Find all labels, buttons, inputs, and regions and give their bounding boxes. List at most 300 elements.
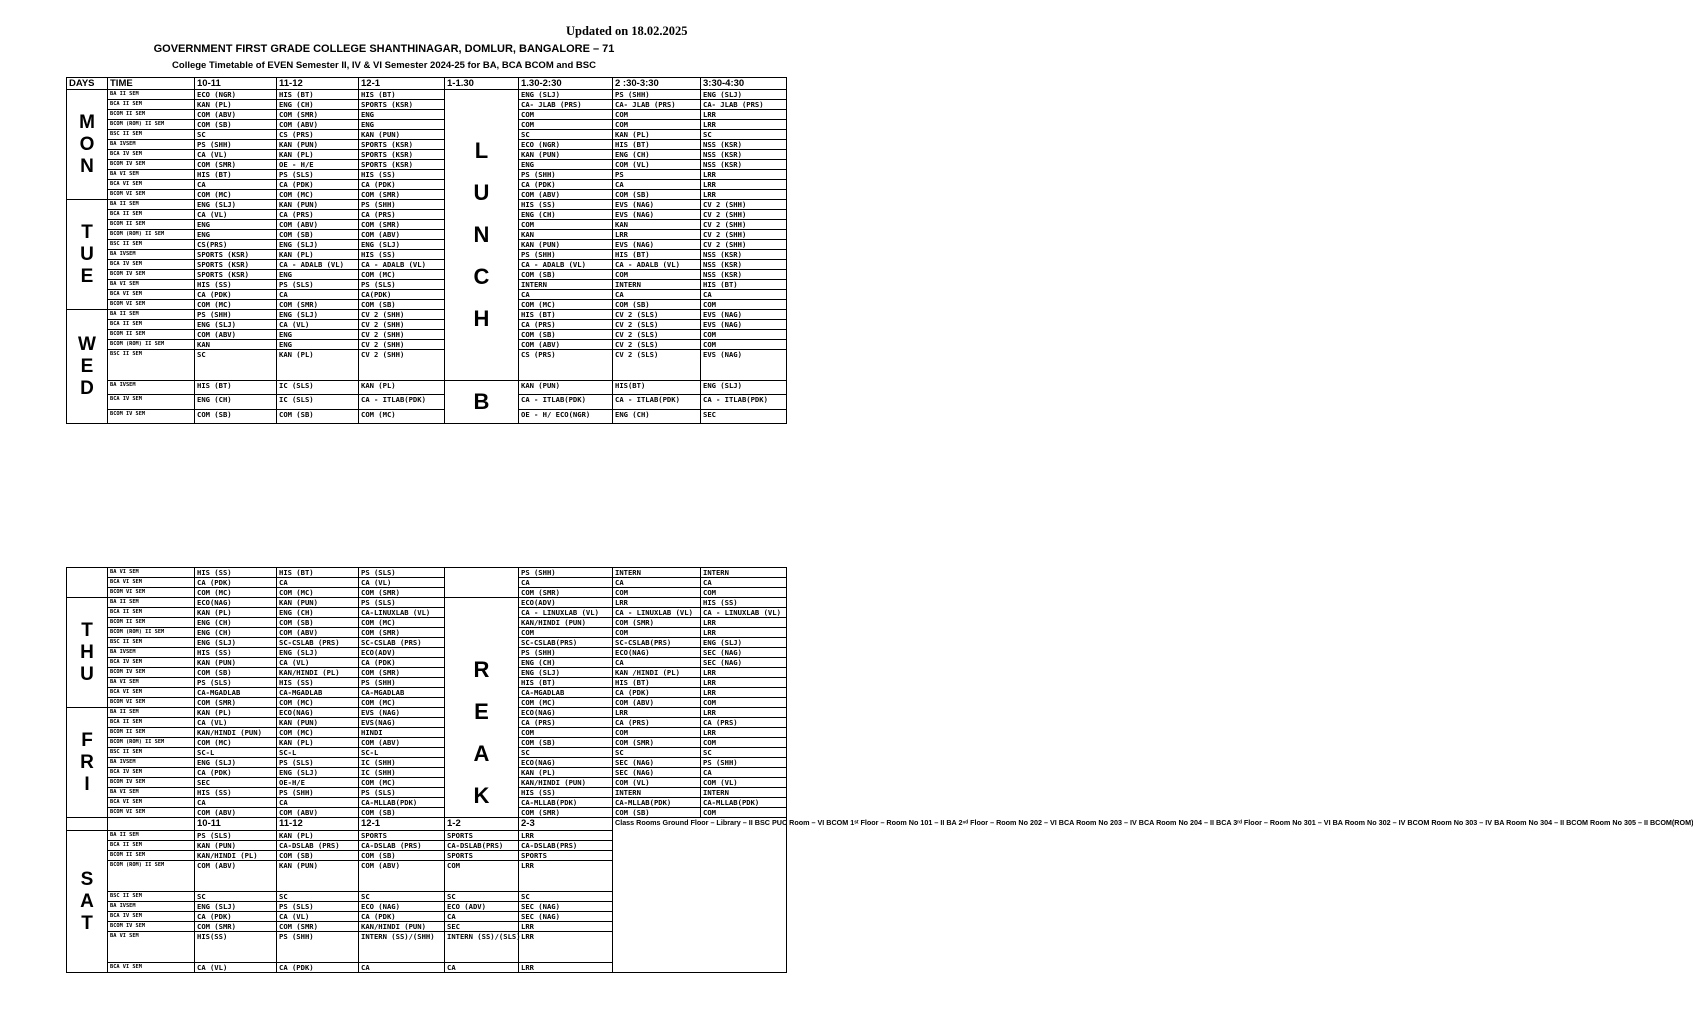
timetable-cell: LRR [701, 708, 787, 718]
column-header-days: DAYS [67, 78, 108, 90]
table-row [67, 588, 787, 598]
table-row [67, 220, 787, 230]
timetable-cell: KAN/HINDI (PUN) [519, 618, 613, 628]
timetable-cell: CA-DSLAB(PRS) [519, 841, 613, 851]
timetable-cell: LRR [701, 688, 787, 698]
timetable-cell: PS (SHH) [613, 90, 701, 100]
day-label-fri [67, 708, 108, 818]
timetable-cell: CA (PDK) [359, 658, 445, 668]
timetable-cell: SC [519, 892, 613, 902]
timetable-cell: ENG (CH) [277, 608, 359, 618]
timetable-cell: KAN/HINDI (PL) [195, 851, 277, 861]
timetable-cell: CA [277, 578, 359, 588]
timetable-cell: LRR [701, 190, 787, 200]
timetable-cell: COM (SMR) [519, 808, 613, 818]
timetable-cell: CV 2 (SLS) [613, 320, 701, 330]
semester-label: BCOM (ROM) II SEM [108, 230, 195, 240]
table-row [67, 409, 787, 423]
letter: T [81, 619, 93, 641]
timetable-cell: COM [613, 728, 701, 738]
timetable-cell: SC [445, 892, 519, 902]
timetable-cell: COM (SMR) [195, 922, 277, 932]
table-row [67, 230, 787, 240]
timetable-cell: PS (SLS) [359, 788, 445, 798]
timetable-cell: CV 2 (SLS) [613, 330, 701, 340]
timetable-cell: CV 2 (SHH) [701, 200, 787, 210]
timetable-cell: COM (VL) [701, 778, 787, 788]
timetable-cell: EVS (NAG) [613, 200, 701, 210]
timetable-cell: ECO(NAG) [277, 708, 359, 718]
table-row [67, 160, 787, 170]
timetable-cell: ENG [359, 120, 445, 130]
timetable-cell: COM (MC) [277, 698, 359, 708]
timetable-cell: COM (VL) [613, 160, 701, 170]
table-row [67, 778, 787, 788]
semester-label: BSC II SEM [108, 892, 195, 902]
timetable-cell: SPORTS (KSR) [359, 100, 445, 110]
timetable-cell: CA (PRS) [359, 210, 445, 220]
semester-label: BCA II SEM [108, 100, 195, 110]
semester-label: BCOM II SEM [108, 220, 195, 230]
timetable-cell: COM (MC) [359, 409, 445, 423]
timetable-cell: COM (SB) [519, 738, 613, 748]
timetable-cell: COM [613, 110, 701, 120]
table-row [67, 180, 787, 190]
timetable-cell: CA - ADALB (VL) [519, 260, 613, 270]
timetable-cell: CA-MLLAB(PDK) [359, 798, 445, 808]
semester-label: BCA IV SEM [108, 658, 195, 668]
timetable-cell: LRR [519, 922, 613, 932]
timetable-cell: HIS (BT) [359, 90, 445, 100]
timetable-cell: EVS (NAG) [359, 708, 445, 718]
timetable-cell: CS(PRS) [195, 240, 277, 250]
timetable-cell: PS (SHH) [195, 140, 277, 150]
timetable-cell: PS (SHH) [519, 170, 613, 180]
timetable-cell: HIS (BT) [277, 90, 359, 100]
timetable-cell: COM [519, 628, 613, 638]
timetable-cell: INTERN [519, 280, 613, 290]
lunch-letter: K [473, 783, 490, 808]
semester-label: BCOM IV SEM [108, 409, 195, 423]
timetable-cell: COM [519, 220, 613, 230]
timetable-cell: COM (SB) [613, 808, 701, 818]
letter: H [80, 641, 94, 663]
timetable-cell: LRR [613, 708, 701, 718]
timetable-cell: SPORTS [445, 831, 519, 841]
timetable-cell: KAN (PUN) [519, 381, 613, 395]
timetable-cell: COM (SB) [519, 330, 613, 340]
timetable-cell: INTERN [613, 568, 701, 578]
timetable-cell: KAN (PUN) [277, 718, 359, 728]
timetable-cell: CV 2 (SHH) [359, 350, 445, 381]
timetable-cell: COM [701, 340, 787, 350]
timetable-cell: SEC [195, 778, 277, 788]
timetable-cell: CV 2 (SLS) [613, 340, 701, 350]
timetable-cell: IC (SLS) [277, 381, 359, 395]
table-row [67, 748, 787, 758]
timetable-cell: COM (ABV) [519, 190, 613, 200]
timetable-cell: COM (SMR) [277, 110, 359, 120]
timetable-cell: ECO (NAG) [359, 902, 445, 912]
timetable-cell: SEC (NAG) [613, 768, 701, 778]
timetable-cell: PS (SLS) [359, 598, 445, 608]
timetable-cell: LRR [613, 230, 701, 240]
timetable-cell: LRR [701, 170, 787, 180]
timetable-cell: LRR [701, 180, 787, 190]
timetable-cell: ECO (NGR) [195, 90, 277, 100]
timetable-cell: CA (PDK) [613, 688, 701, 698]
timetable-cell: PS (SHH) [359, 200, 445, 210]
table-row [67, 330, 787, 340]
letter: O [79, 133, 95, 155]
table-row [67, 200, 787, 210]
table-row [67, 170, 787, 180]
semester-label: BCA II SEM [108, 841, 195, 851]
semester-label: BCA II SEM [108, 608, 195, 618]
timetable-cell: LRR [701, 728, 787, 738]
timetable-cell: KAN (PUN) [277, 200, 359, 210]
letter: A [80, 890, 94, 912]
timetable-cell: ENG (SLJ) [277, 240, 359, 250]
table-row [67, 578, 787, 588]
timetable-cell: ENG (SLJ) [519, 90, 613, 100]
timetable-cell: KAN (PUN) [519, 240, 613, 250]
timetable-cell: PS (SLS) [359, 568, 445, 578]
day-label-thu [67, 598, 108, 708]
timetable-cell: CA(PDK) [359, 290, 445, 300]
sat-column-header: 12-1 [359, 818, 445, 831]
table-row [67, 140, 787, 150]
timetable-cell: COM (SMR) [195, 160, 277, 170]
table-row [67, 190, 787, 200]
timetable-cell: OE - H/ ECO(NGR) [519, 409, 613, 423]
timetable-cell: PS (SLS) [195, 831, 277, 841]
timetable-cell: SEC (NAG) [701, 648, 787, 658]
semester-label: BCA IV SEM [108, 260, 195, 270]
timetable-cell: CA (VL) [277, 320, 359, 330]
timetable-cell: CA [613, 180, 701, 190]
timetable-cell: ECO(NAG) [195, 598, 277, 608]
timetable-cell: CA-MGADLAB [519, 688, 613, 698]
timetable-cell: HIS (SS) [195, 788, 277, 798]
timetable-cell: PS (SHH) [519, 568, 613, 578]
timetable-cell: CA (VL) [277, 912, 359, 922]
timetable-cell: SPORTS (KSR) [195, 260, 277, 270]
semester-label: BCA II SEM [108, 320, 195, 330]
timetable-cell: HIS (BT) [613, 140, 701, 150]
timetable-cell: PS (SHH) [195, 310, 277, 320]
timetable-cell: ECO(ADV) [359, 648, 445, 658]
timetable-cell: KAN (PL) [359, 381, 445, 395]
timetable-cell: COM (ABV) [359, 738, 445, 748]
day-label-wed [67, 310, 108, 424]
timetable-cell: SC [195, 892, 277, 902]
semester-label: BCOM (ROM) II SEM [108, 738, 195, 748]
timetable-cell: KAN/HINDI (PUN) [359, 922, 445, 932]
timetable-cell: SPORTS (KSR) [195, 250, 277, 260]
semester-label: BCOM VI SEM [108, 190, 195, 200]
timetable-cell: CA - ADALB (VL) [359, 260, 445, 270]
timetable-cell: CV 2 (SLS) [613, 310, 701, 320]
timetable-cell: HIS (SS) [359, 170, 445, 180]
timetable-cell: COM (MC) [359, 698, 445, 708]
semester-label: BA IVSEM [108, 381, 195, 395]
timetable-cell: SEC (NAG) [519, 902, 613, 912]
table-row [67, 688, 787, 698]
timetable-cell: COM (SMR) [613, 618, 701, 628]
semester-label: BSC II SEM [108, 350, 195, 381]
timetable-cell: ENG (CH) [519, 210, 613, 220]
table-row [67, 598, 787, 608]
semester-label: BCOM VI SEM [108, 588, 195, 598]
semester-label: BA II SEM [108, 90, 195, 100]
timetable-cell: SC-CSLAB(PRS) [613, 638, 701, 648]
timetable-cell: INTERN [613, 280, 701, 290]
day-label-tue [67, 200, 108, 310]
timetable-cell: CA (PRS) [519, 718, 613, 728]
timetable-cell: COM (MC) [277, 588, 359, 598]
day-label-mon [67, 90, 108, 200]
timetable-cell: CA (VL) [195, 210, 277, 220]
timetable-cell: COM (MC) [359, 270, 445, 280]
timetable-cell: SEC (NAG) [701, 658, 787, 668]
timetable-cell: NSS (KSR) [701, 260, 787, 270]
semester-label: BA II SEM [108, 310, 195, 320]
timetable-cell: PS (SLS) [277, 902, 359, 912]
timetable-cell: COM [701, 698, 787, 708]
timetable-cell: CA (PDK) [277, 180, 359, 190]
timetable-cell: ENG [195, 230, 277, 240]
timetable-cell: EVS (NAG) [613, 210, 701, 220]
table-row [67, 658, 787, 668]
timetable-cell: COM [701, 808, 787, 818]
timetable-cell: COM [701, 588, 787, 598]
timetable-cell: SC-CSLAB (PRS) [277, 638, 359, 648]
semester-label: BCA IV SEM [108, 150, 195, 160]
timetable-cell: EVS(NAG) [359, 718, 445, 728]
timetable-cell: HIS (BT) [701, 280, 787, 290]
table-row [67, 110, 787, 120]
timetable-cell: SEC (NAG) [519, 912, 613, 922]
timetable-cell: COM (SMR) [359, 628, 445, 638]
timetable-cell: NSS (KSR) [701, 140, 787, 150]
table-row [67, 350, 787, 381]
sat-header-row [67, 818, 787, 831]
timetable-cell: KAN (PL) [195, 608, 277, 618]
timetable-cell: COM [613, 120, 701, 130]
timetable-cell: PS (SHH) [277, 788, 359, 798]
timetable-cell: LRR [519, 831, 613, 841]
timetable-cell: LRR [701, 668, 787, 678]
timetable-cell: ENG (CH) [519, 658, 613, 668]
timetable-cell: HIS (SS) [195, 648, 277, 658]
timetable-cell: EVS (NAG) [701, 320, 787, 330]
timetable-cell: INTERN [701, 568, 787, 578]
day-label-cont [67, 568, 108, 598]
timetable-cell: EVS (NAG) [701, 310, 787, 320]
timetable-cell: ENG (SLJ) [277, 310, 359, 320]
lunch-letter: B [473, 389, 490, 414]
semester-label: BCA VI SEM [108, 290, 195, 300]
timetable-cell: CA [701, 578, 787, 588]
timetable-cell: CA-LINUXLAB (VL) [359, 608, 445, 618]
timetable-cell: COM (MC) [359, 618, 445, 628]
day-label-sat [67, 831, 108, 973]
timetable-cell: CA (PDK) [195, 578, 277, 588]
timetable-cell: HIS(BT) [613, 381, 701, 395]
semester-label: BCOM IV SEM [108, 160, 195, 170]
letter: D [80, 377, 94, 399]
timetable-cell: CA [519, 290, 613, 300]
timetable-cell: EVS (NAG) [701, 350, 787, 381]
timetable-cell: COM (SB) [519, 270, 613, 280]
timetable-cell: CA-DSLAB (PRS) [359, 841, 445, 851]
timetable-cell: PS (SLS) [277, 170, 359, 180]
timetable-cell: PS (SLS) [277, 280, 359, 290]
timetable-cell: CA [445, 963, 519, 973]
timetable-cell: HIS (BT) [613, 250, 701, 260]
timetable-cell: COM (SMR) [277, 922, 359, 932]
timetable-cell: KAN (PUN) [359, 130, 445, 140]
column-header-t1: 10-11 [195, 78, 277, 90]
table-row [67, 150, 787, 160]
semester-label: BCOM IV SEM [108, 922, 195, 932]
timetable-cell: CA [519, 578, 613, 588]
table-row [67, 568, 787, 578]
timetable-cell: ENG [359, 110, 445, 120]
letter: U [80, 663, 94, 685]
timetable-cell: CA (PRS) [519, 320, 613, 330]
timetable-cell: SC [519, 748, 613, 758]
table-row [67, 300, 787, 310]
timetable-cell: SEC [701, 409, 787, 423]
timetable-cell: COM (ABV) [613, 698, 701, 708]
timetable-cell: CA (PDK) [277, 963, 359, 973]
timetable-cell: PS (SLS) [359, 280, 445, 290]
timetable-cell: CV 2 (SHH) [701, 230, 787, 240]
semester-label: BCA VI SEM [108, 688, 195, 698]
class-rooms-list: Class Rooms Ground Floor – Library – II BSC PUC Room – VI BCOM 1ˢᵗ Floor – Room No 101 – II BA 2ⁿᵈ Floor – Room No 202 – VI BCA Room No 203 – IV BCA Room No 204 – II BCA 3ʳᵈ Floor – Room No 301 – VI BA Room No 302 – IV BCOM Room No 303 – IV BA Room No 304 – II BCOM Room No 305 – II BCOM(ROM) [613, 818, 787, 973]
timetable-cell: CA (VL) [195, 963, 277, 973]
timetable-mon-wed [66, 77, 787, 424]
timetable-cell: CA [445, 912, 519, 922]
timetable-cell: HIS (BT) [519, 678, 613, 688]
timetable-cell: SC [195, 350, 277, 381]
timetable-cell: KAN/HINDI (PL) [277, 668, 359, 678]
semester-label: BA VI SEM [108, 678, 195, 688]
timetable-cell: COM (SB) [195, 120, 277, 130]
semester-label: BCOM II SEM [108, 851, 195, 861]
timetable-cell: HIS (SS) [277, 678, 359, 688]
table-row [67, 260, 787, 270]
semester-label: BCOM IV SEM [108, 778, 195, 788]
semester-label: BA IVSEM [108, 758, 195, 768]
timetable-cell: LRR [519, 932, 613, 963]
timetable-cell: COM [519, 120, 613, 130]
column-header-t3: 12-1 [359, 78, 445, 90]
timetable-cell: HIS (SS) [701, 598, 787, 608]
timetable-cell: SPORTS [445, 851, 519, 861]
table-row [67, 120, 787, 130]
timetable-cell: NSS (KSR) [701, 250, 787, 260]
timetable-cell: KAN (PUN) [277, 140, 359, 150]
timetable-cell: PS (SLS) [277, 758, 359, 768]
letter: T [81, 221, 93, 243]
timetable-cell: CV 2 (SHH) [701, 240, 787, 250]
column-header-lunch: 1-1.30 [445, 78, 519, 90]
timetable-cell: HIS (SS) [195, 280, 277, 290]
timetable-cell: ENG (SLJ) [195, 758, 277, 768]
timetable-cell: COM (SMR) [359, 190, 445, 200]
table-row [67, 718, 787, 728]
semester-label: BCOM (ROM) II SEM [108, 120, 195, 130]
semester-label: BCA VI SEM [108, 798, 195, 808]
timetable-cell: CA - ITLAB(PDK) [359, 395, 445, 409]
table-row [67, 395, 787, 409]
semester-label: BA II SEM [108, 831, 195, 841]
timetable-cell: COM (SMR) [277, 300, 359, 310]
timetable-cell: COM (ABV) [195, 861, 277, 892]
timetable-cell: ENG [519, 160, 613, 170]
timetable-cell: CA [277, 798, 359, 808]
timetable-cell: SEC (NAG) [613, 758, 701, 768]
timetable-cell: SC [359, 892, 445, 902]
table-row [67, 808, 787, 818]
timetable-cell: ECO (NGR) [519, 140, 613, 150]
timetable-cell: CV 2 (SHH) [359, 320, 445, 330]
timetable-cell: SC-CSLAB (PRS) [359, 638, 445, 648]
semester-label: BCA VI SEM [108, 578, 195, 588]
timetable-cell: COM (ABV) [359, 230, 445, 240]
timetable-cell: CA (PDK) [195, 912, 277, 922]
timetable-cell: SC [519, 130, 613, 140]
timetable-cell: COM (SB) [277, 409, 359, 423]
table-row [67, 798, 787, 808]
semester-label: BCA IV SEM [108, 395, 195, 409]
table-row [67, 130, 787, 140]
timetable-cell: COM [701, 300, 787, 310]
timetable-cell: INTERN [613, 788, 701, 798]
timetable-cell: ENG (SLJ) [701, 90, 787, 100]
letter: N [80, 155, 94, 177]
lunch-letter: H [473, 306, 490, 331]
timetable-cell: ENG (SLJ) [195, 200, 277, 210]
timetable-cell: ENG (CH) [613, 409, 701, 423]
timetable-cell: CA-MGADLAB [359, 688, 445, 698]
timetable-cell: CA (PDK) [195, 768, 277, 778]
timetable-cell: ENG (CH) [195, 628, 277, 638]
table-row [67, 738, 787, 748]
timetable-cell: HIS (SS) [519, 788, 613, 798]
timetable-cell: CA - ADALB (VL) [613, 260, 701, 270]
timetable-cell: COM [613, 628, 701, 638]
timetable-cell: ENG [277, 330, 359, 340]
timetable-cell: SC-CSLAB(PRS) [519, 638, 613, 648]
timetable-cell: COM (SMR) [195, 698, 277, 708]
lunch-letter: U [473, 180, 490, 205]
semester-label: BCOM II SEM [108, 728, 195, 738]
timetable-cell: CV 2 (SHH) [359, 310, 445, 320]
timetable-cell: LRR [701, 110, 787, 120]
timetable-cell: ENG (SLJ) [277, 768, 359, 778]
timetable-cell: KAN [519, 230, 613, 240]
timetable-cell: COM [701, 330, 787, 340]
timetable-cell: COM (MC) [195, 300, 277, 310]
timetable-cell: SC [195, 130, 277, 140]
timetable-cell: HIS (BT) [277, 568, 359, 578]
timetable-cell: CA [613, 658, 701, 668]
timetable-cell: SPORTS (KSR) [359, 160, 445, 170]
